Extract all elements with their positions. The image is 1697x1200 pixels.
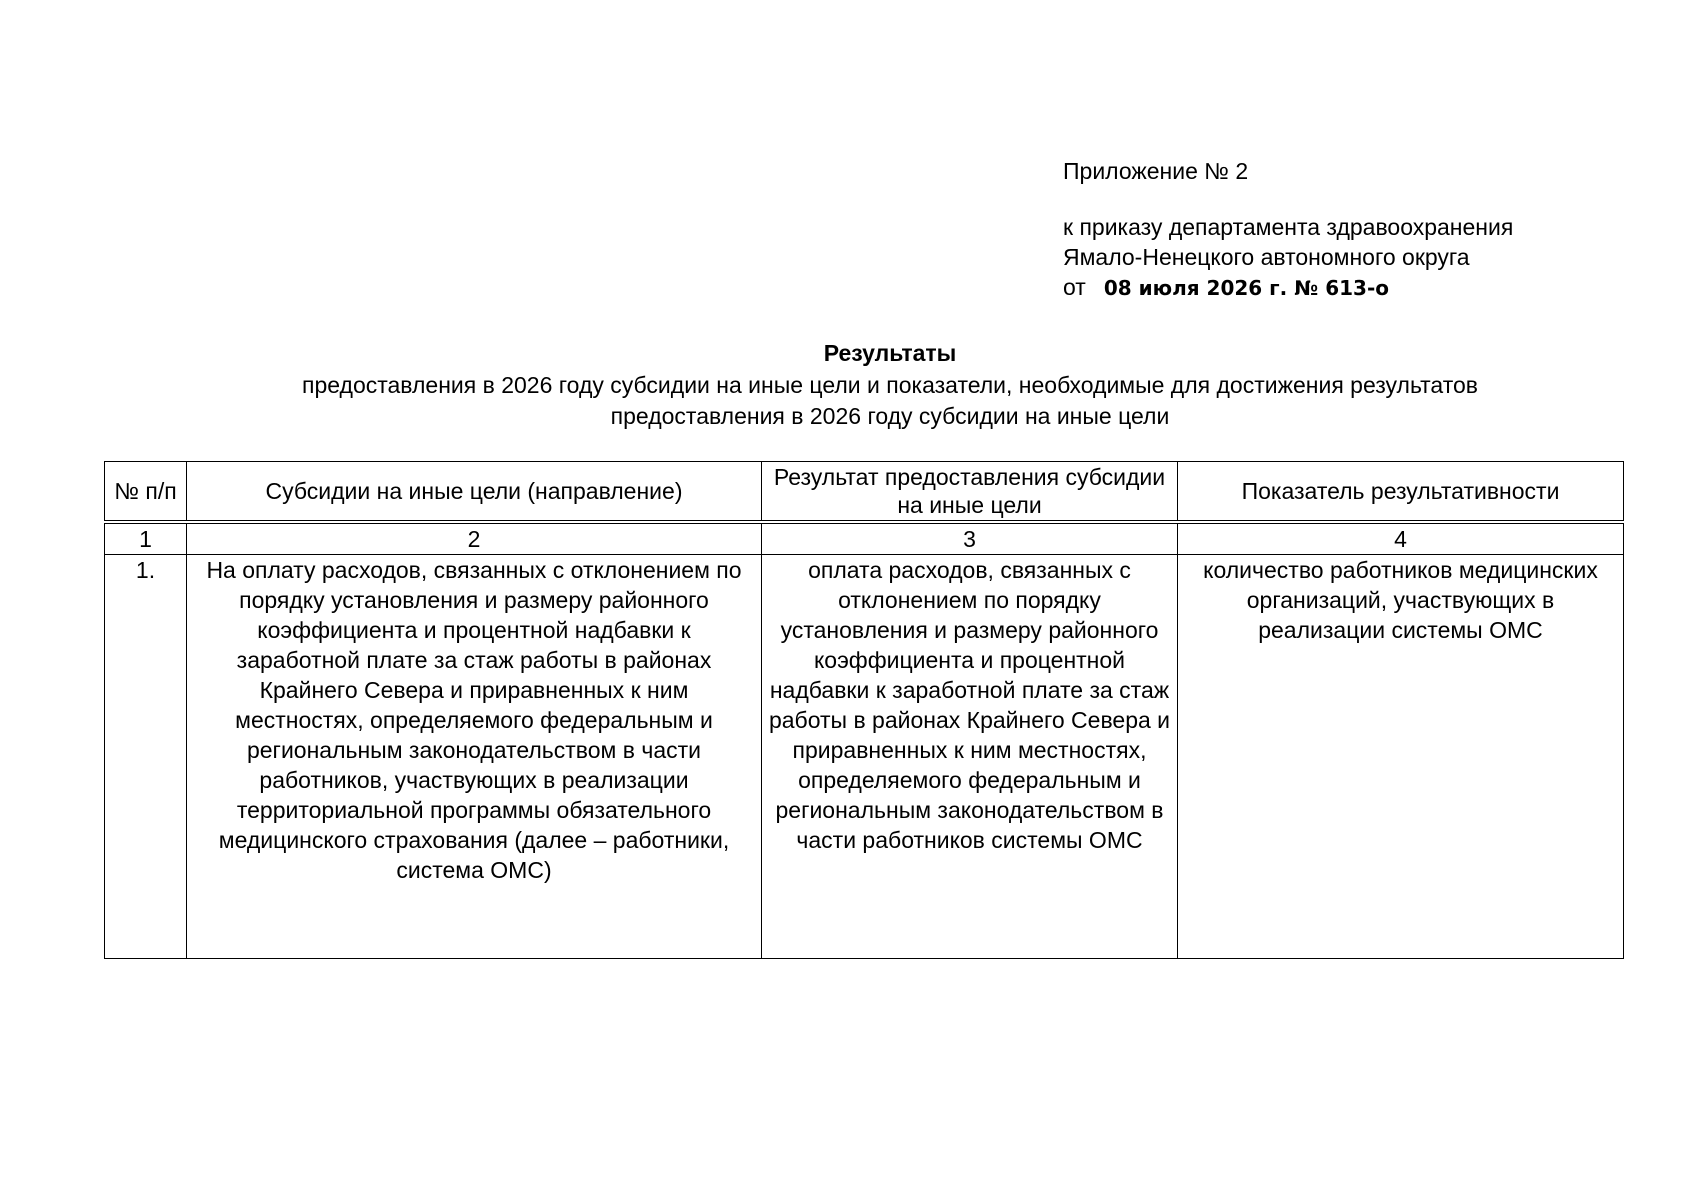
row-indicator: количество работников медицинских организаций, участвующих в реализации системы ОМС (1178, 555, 1624, 959)
header-number: № п/п (105, 462, 187, 521)
appendix-block (1063, 156, 1513, 303)
appendix-title: Приложение № 2 (1063, 158, 1249, 184)
appendix-date-prefix: от (1063, 274, 1086, 300)
appendix-date-line (1063, 272, 1513, 303)
appendix-region-line: Ямало-Ненецкого автономного округа (1063, 244, 1470, 270)
results-table (104, 461, 1624, 959)
document-subtitle-line-2: предоставления в 2026 году субсидии на иные цели (610, 403, 1170, 429)
document-title: Результаты (823, 340, 957, 366)
header-result: Результат предоставления субсидии на иные цели (762, 462, 1178, 521)
appendix-order-line: к приказу департамента здравоохранения (1063, 214, 1514, 240)
row-number: 1. (105, 555, 187, 959)
column-number-4: 4 (1178, 524, 1624, 555)
row-result: оплата расходов, связанных с отклонением по порядку установления и размеру районного коэффициента и процентной надбавки к заработной плате за стаж работы в районах Крайнего Севера и приравненных к ним местностях, определяемого федеральным и региональным законодательством в части работников системы ОМС (762, 555, 1178, 959)
appendix-date-value: 08 июля 2026 г. № 613-о (1103, 276, 1389, 300)
header-indicator: Показатель результативности (1178, 462, 1624, 521)
document-subtitle-line-1: предоставления в 2026 году субсидии на иные цели и показатели, необходимые для достижения результатов (302, 372, 1478, 398)
column-number-1: 1 (105, 524, 187, 555)
column-number-3: 3 (762, 524, 1178, 555)
column-number-2: 2 (187, 524, 762, 555)
row-direction: На оплату расходов, связанных с отклонением по порядку установления и размеру районного коэффициента и процентной надбавки к заработной плате за стаж работы в районах Крайнего Севера и приравненных к ним местностях, определяемого федеральным и региональным законодательством в части работников, участвующих в реализации территориальной программы обязательного медицинского страхования (далее – работники, система ОМС) (187, 555, 762, 959)
table-column-numbers-row (105, 524, 1624, 555)
table-row (105, 555, 1624, 959)
header-direction: Субсидии на иные цели (направление) (187, 462, 762, 521)
table-header-row (105, 462, 1624, 521)
